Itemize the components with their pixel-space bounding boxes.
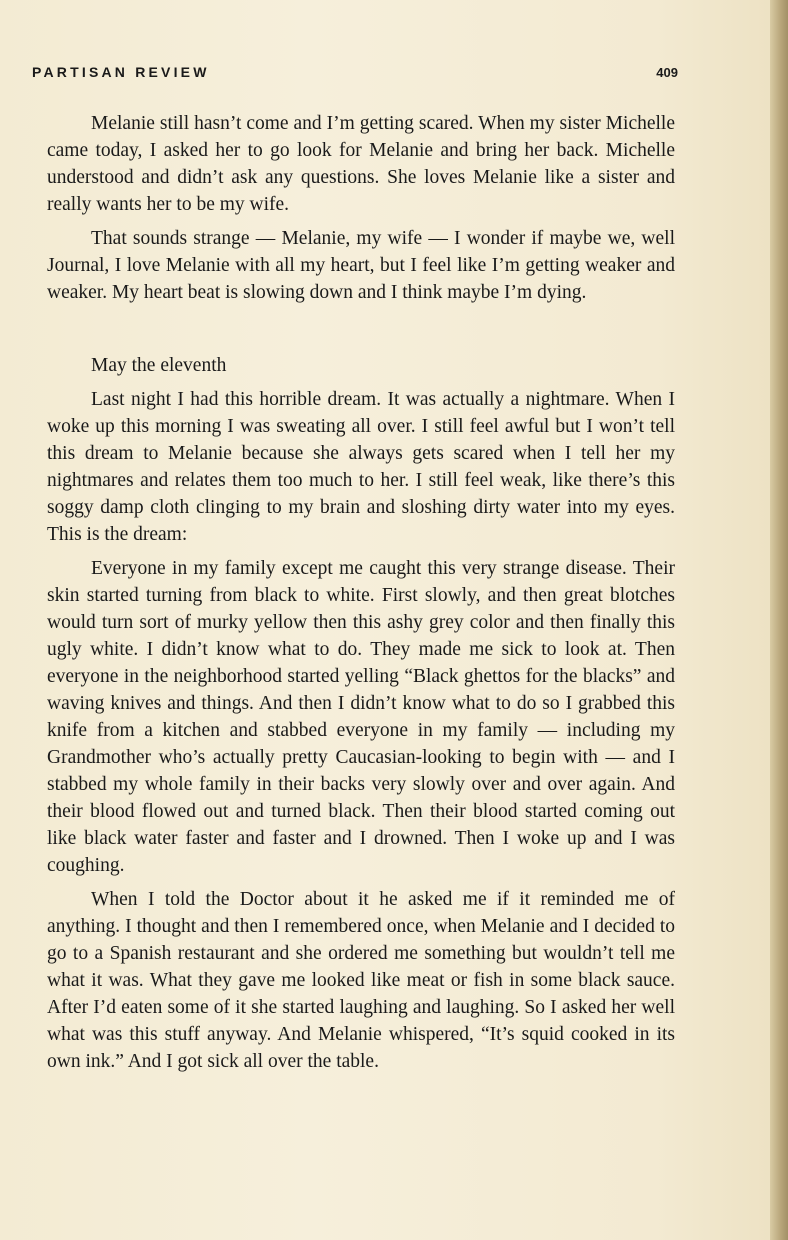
page-number: 409 bbox=[656, 65, 678, 80]
paragraph: That sounds strange — Melanie, my wife — I wonder if maybe we, well Journal, I love Melanie with all my heart, but I feel like I’m getting weaker and weaker. My heart beat is slowing down and I think maybe I’m dying. bbox=[47, 228, 675, 303]
paragraph: Everyone in my family except me caught this very strange disease. Their skin started turning from black to white. First slowly, and then great blotches would turn sort of murky yellow then this ashy grey color and then finally this ugly white. I didn’t know what to do. They made me sick to look at. Then everyone in the neighborhood started yelling “Black ghettos for the blacks” and waving knives and things. And then I didn’t know what to do so I grabbed this knife from a kitchen and stabbed everyone in my family — including my Grandmother who’s actually pretty Caucasian-looking to begin with — and I stabbed my whole family in their backs very slowly over and over again. And their blood flowed out and turned black. Then their blood started coming out like black water faster and faster and I drowned. Then I woke up and I was coughing. bbox=[47, 558, 675, 876]
paragraph: Melanie still hasn’t come and I’m getting scared. When my sister Michelle came today, I asked her to go look for Melanie and bring her back. Michelle understood and didn’t ask any questions. She loves Melanie like a sister and really wants her to be my wife. bbox=[47, 113, 675, 215]
paragraph: When I told the Doctor about it he asked me if it reminded me of anything. I thought and then I remembered once, when Melanie and I decided to go to a Spanish restaurant and she ordered me something but wouldn’t tell me what it was. What they gave me looked like meat or fish in some black sauce. After I’d eaten some of it she started laughing and laughing. So I asked her well what was this stuff anyway. And Melanie whispered, “It’s squid cooked in its own ink.” And I got sick all over the table. bbox=[47, 889, 675, 1072]
paragraph: Last night I had this horrible dream. It was actually a nightmare. When I woke up this morning I was sweating all over. I still feel awful but I won’t tell this dream to Melanie because she always gets scared when I tell her my nightmares and relates them too much to her. I still feel weak, like there’s this soggy damp cloth clinging to my brain and sloshing dirty water into my eyes. This is the dream: bbox=[47, 389, 675, 545]
entry-date: May the eleventh bbox=[91, 355, 227, 376]
body-text bbox=[47, 110, 675, 1075]
journal-title: PARTISAN REVIEW bbox=[32, 64, 210, 80]
running-head bbox=[32, 64, 678, 84]
book-binding-edge bbox=[770, 0, 788, 1240]
